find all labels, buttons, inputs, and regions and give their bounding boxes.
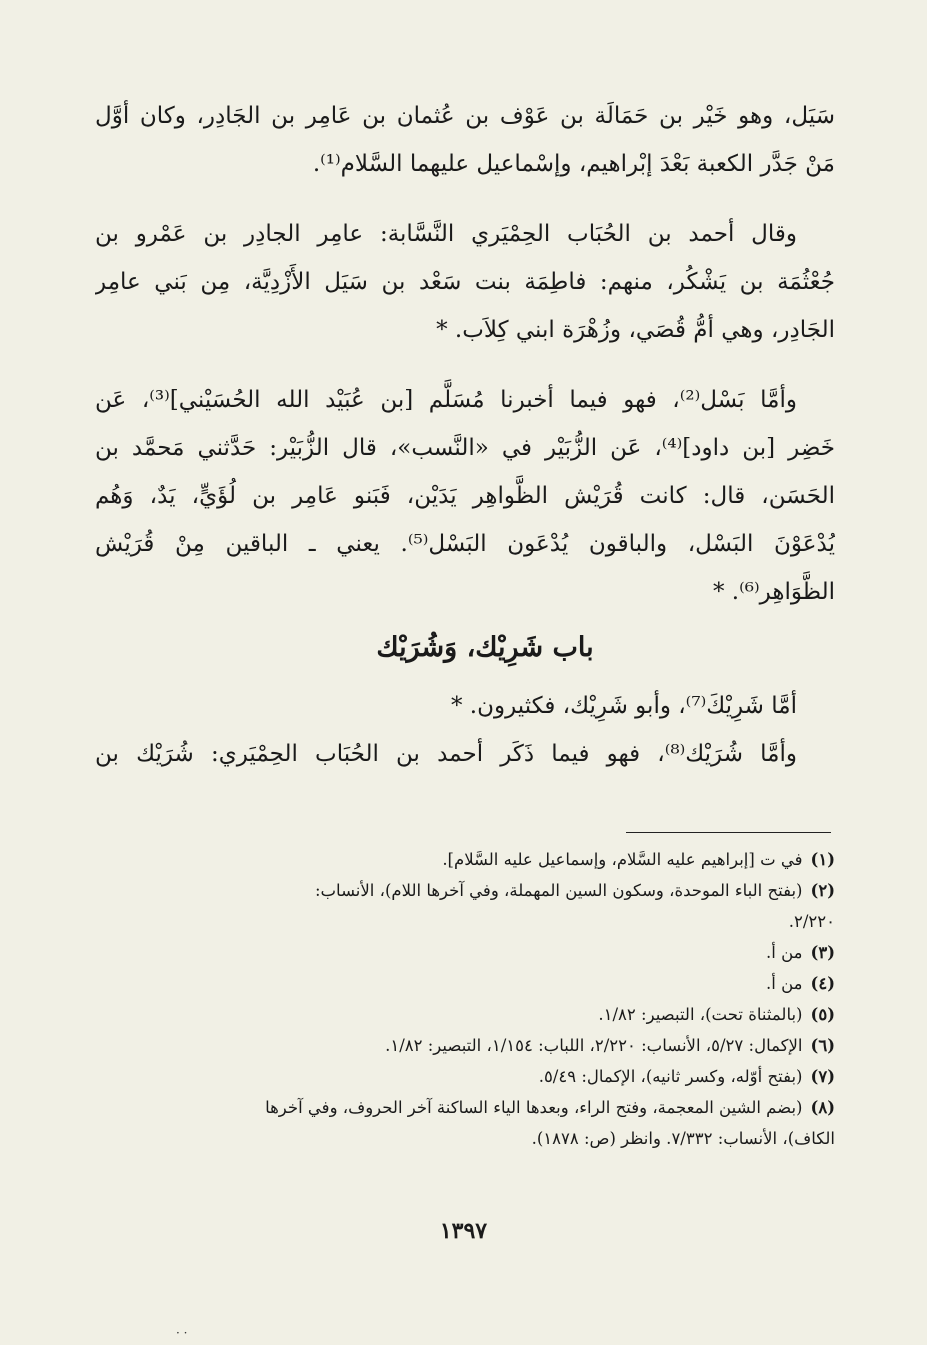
paragraph-gap — [95, 188, 835, 210]
footnote — [95, 844, 835, 875]
footnote — [95, 999, 835, 1030]
text-line: الجَادِر، وهي أمُّ قُصَي، وزُهْرَة ابني كِلاَب. * — [436, 317, 835, 343]
footnote-text: في ت [إبراهيم عليه السَّلام، وإسماعيل عليه السَّلام]. — [442, 850, 803, 869]
footnote-number: (١) — [810, 850, 835, 869]
footnote-text: الإكمال: ٥/٢٧، الأنساب: ٢/٢٢٠، اللباب: ١/١٥٤، التبصير: ١/٨٢. — [385, 1036, 803, 1055]
text-line: خَضِر [بن داود]⁽⁴⁾، عَن الزُّبَيْر في «النَّسب»، قال الزُّبَيْر: حَدَّثني مَحمَّد بن — [95, 435, 835, 461]
footnote — [95, 875, 835, 906]
text-line: مَنْ جَدَّر الكعبة بَعْدَ إبْراهيم، وإسْماعيل عليهما السَّلام⁽¹⁾. — [312, 151, 835, 177]
footnote-text: (بفتح الباء الموحدة، وسكون السين المهملة، وفي آخرها اللام)، الأنساب: — [314, 881, 803, 900]
text-line: وأمَّا شُرَيْك⁽⁸⁾، فهو فيما ذَكَر أحمد بن الحُبَاب الحِمْيَري: شُرَيْك بن — [95, 741, 797, 767]
text-line: أمَّا شَرِيْكَ⁽⁷⁾، وأبو شَرِيْك، فكثيرون. * — [450, 693, 797, 719]
text-line: جُعْثُمَة بن يَشْكُر، منهم: فاطِمَة بنت سَعْد بن سَيَل الأَزْدِيَّة، مِن بَني عامِر — [95, 269, 835, 295]
footnote-number: (٣) — [810, 943, 835, 962]
footnote-number: (٢) — [810, 881, 835, 900]
footnote-number: (٦) — [810, 1036, 835, 1055]
text-line: الحَسَن، قال: كانت قُرَيْش الظَّواهِر يَدَيْن، فَبَنو عَامِر بن لُؤَيٍّ، يَدٌ، وَهُم — [95, 483, 835, 509]
footnote-separator — [626, 832, 831, 833]
footnotes — [95, 844, 835, 1154]
footnote-continuation: ٢/٢٢٠. — [788, 912, 835, 931]
footnote-continuation: الكاف)، الأنساب: ٧/٣٣٢. وانظر (ص: ١٨٧٨). — [531, 1129, 835, 1148]
footnote-text: من أ. — [766, 943, 803, 962]
footnote — [95, 937, 835, 968]
text-line: وأمَّا بَسْل⁽²⁾، فهو فيما أخبرنا مُسَلَّم [بن عُبَيْد الله الحُسَيْني]⁽³⁾، عَن — [95, 387, 797, 413]
page-number: ١٣٩٧ — [439, 1218, 488, 1244]
footnote-number: (٧) — [810, 1067, 835, 1086]
footnote-text: من أ. — [766, 974, 803, 993]
main-text — [95, 92, 835, 778]
footnote-number: (٤) — [810, 974, 835, 993]
footnote — [95, 1092, 835, 1123]
page-specks: · · — [176, 1326, 188, 1340]
text-line: يُدْعَوْنَ البَسْل، والباقون يُدْعَون البَسْل⁽⁵⁾. يعني ـ الباقين مِنْ قُرَيْش — [95, 531, 835, 557]
footnote — [95, 1030, 835, 1061]
lower-paragraphs — [95, 682, 835, 778]
upper-paragraphs — [95, 92, 835, 616]
section-heading: باب شَرِيْك، وَشُرَيْك — [376, 632, 594, 663]
text-line: الظَّوَاهِر⁽⁶⁾. * — [712, 579, 835, 605]
footnote — [95, 968, 835, 999]
footnote-number: (٥) — [810, 1005, 835, 1024]
footnote-text: (بضم الشين المعجمة، وفتح الراء، وبعدها الياء الساكنة آخر الحروف، وفي آخرها — [265, 1098, 803, 1117]
footnote-text: (بالمثناة تحت)، التبصير: ١/٨٢. — [598, 1005, 803, 1024]
footnote — [95, 1061, 835, 1092]
footnote-text: (بفتح أوّله، وكسر ثانيه)، الإكمال: ٥/٤٩. — [538, 1067, 803, 1086]
text-line: وقال أحمد بن الحُبَاب الحِمْيَري النَّسَّابة: عامِر الجادِر بن عَمْرو بن — [95, 221, 797, 247]
paragraph-gap — [95, 354, 835, 376]
text-line: سَيَل، وهو خَيْر بن حَمَالَة بن عَوْف بن عُثمان بن عَامِر بن الجَادِر، وكان أوَّل — [95, 103, 835, 129]
footnote-number: (٨) — [810, 1098, 835, 1117]
